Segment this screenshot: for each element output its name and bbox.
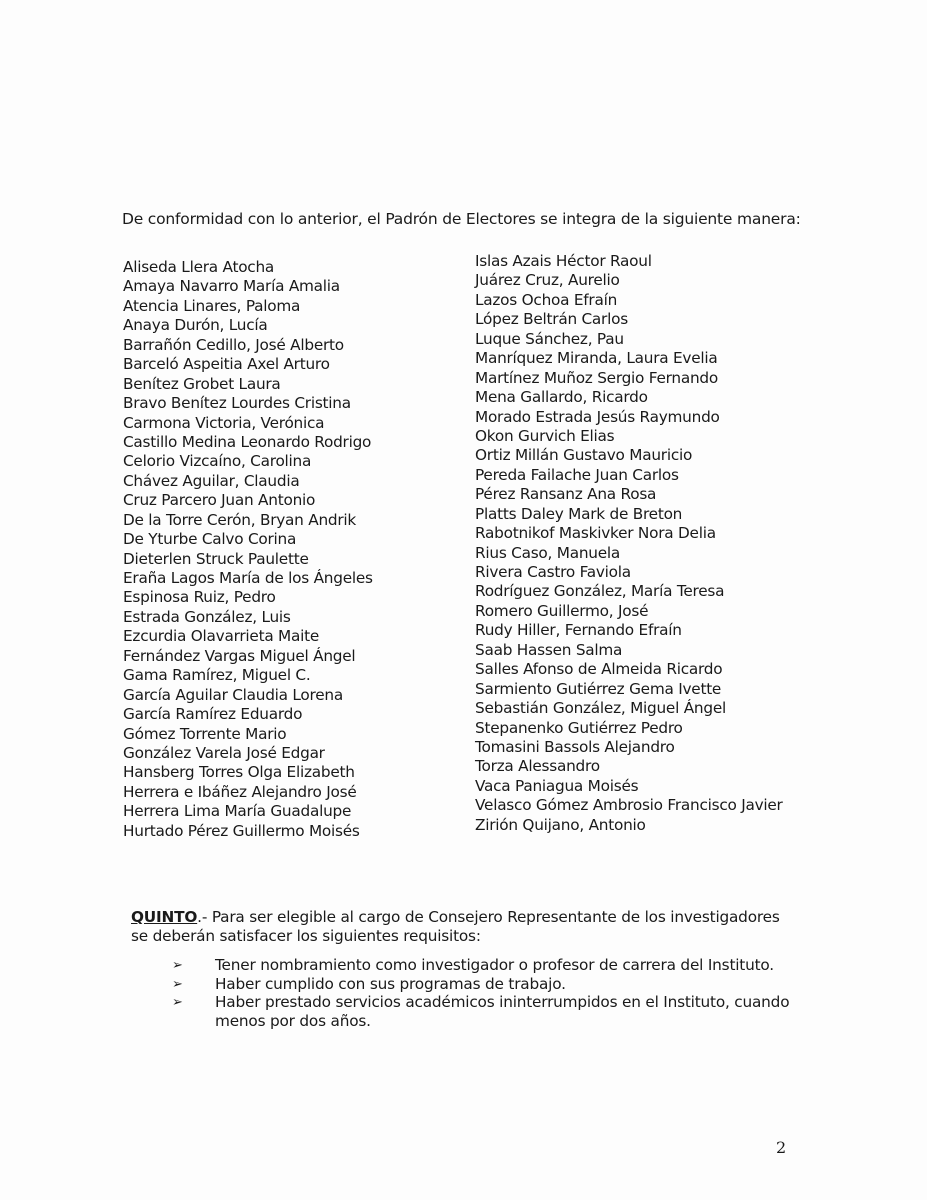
- elector-name: Herrera e Ibáñez Alejandro José: [123, 782, 357, 801]
- elector-name: Eraña Lagos María de los Ángeles: [123, 569, 373, 587]
- elector-name: Pérez Ransanz Ana Rosa: [475, 485, 657, 504]
- elector-name: Atencia Linares, Paloma: [123, 296, 301, 315]
- electors-list-left: [123, 258, 373, 841]
- elector-name: Stepanenko Gutiérrez Pedro: [475, 718, 683, 737]
- elector-name: González Varela José Edgar: [123, 743, 325, 762]
- arrow-bullet-icon: ➢: [172, 995, 183, 1010]
- elector-name: Manríquez Miranda, Laura Evelia: [475, 349, 718, 368]
- elector-name: Velasco Gómez Ambrosio Francisco Javier: [475, 796, 783, 815]
- elector-name: Platts Daley Mark de Breton: [475, 504, 683, 523]
- elector-name: Aliseda Llera Atocha: [123, 258, 275, 276]
- requirement-item: [172, 956, 792, 975]
- elector-name: Ezcurdia Olavarrieta Maite: [123, 627, 320, 646]
- quinto-paragraph: [131, 908, 791, 946]
- requirement-item: [172, 993, 792, 1030]
- elector-name: Vaca Paniagua Moisés: [475, 776, 639, 795]
- elector-name: García Ramírez Eduardo: [123, 705, 303, 724]
- elector-name: Hurtado Pérez Guillermo Moisés: [123, 821, 360, 840]
- elector-name: Pereda Failache Juan Carlos: [475, 465, 679, 484]
- elector-name: Luque Sánchez, Pau: [475, 329, 624, 348]
- elector-name: Barrañón Cedillo, José Alberto: [123, 335, 344, 354]
- requirement-item: [172, 975, 792, 994]
- elector-name: Fernández Vargas Miguel Ángel: [123, 646, 356, 665]
- arrow-bullet-icon: ➢: [172, 958, 183, 973]
- elector-name: Rivera Castro Faviola: [475, 563, 631, 581]
- elector-name: Saab Hassen Salma: [475, 640, 623, 659]
- elector-name: Torza Alessandro: [475, 757, 600, 776]
- elector-name: Castillo Medina Leonardo Rodrigo: [123, 432, 372, 451]
- elector-name: Gama Ramírez, Miguel C.: [123, 666, 311, 685]
- elector-name: Romero Guillermo, José: [475, 601, 649, 620]
- elector-name: Dieterlen Struck Paulette: [123, 549, 309, 568]
- elector-name: Martínez Muñoz Sergio Fernando: [475, 368, 718, 387]
- elector-name: Rudy Hiller, Fernando Efraín: [475, 621, 682, 640]
- elector-name: García Aguilar Claudia Lorena: [123, 685, 343, 704]
- elector-name: Juárez Cruz, Aurelio: [475, 271, 620, 290]
- elector-name: Rabotnikof Maskivker Nora Delia: [475, 524, 716, 543]
- requirement-text: Tener nombramiento como investigador o profesor de carrera del Instituto.: [215, 956, 774, 974]
- elector-name: De la Torre Cerón, Bryan Andrik: [123, 510, 356, 529]
- elector-name: Chávez Aguilar, Claudia: [123, 471, 300, 490]
- arrow-bullet-icon: ➢: [172, 976, 183, 992]
- elector-name: Barceló Aspeitia Axel Arturo: [123, 355, 330, 374]
- elector-name: Hansberg Torres Olga Elizabeth: [123, 763, 355, 782]
- page-number: 2: [776, 1138, 787, 1157]
- elector-name: Celorio Vizcaíno, Carolina: [123, 452, 312, 471]
- elector-name: Okon Gurvich Elias: [475, 426, 615, 445]
- elector-name: Sarmiento Gutiérrez Gema Ivette: [475, 679, 722, 698]
- elector-name: Rius Caso, Manuela: [475, 543, 621, 562]
- electors-list-right: [475, 252, 783, 835]
- elector-name: Espinosa Ruiz, Pedro: [123, 588, 276, 607]
- elector-name: Carmona Victoria, Verónica: [123, 413, 325, 432]
- elector-name: Lazos Ochoa Efraín: [475, 290, 618, 309]
- elector-name: Zirión Quijano, Antonio: [475, 815, 646, 834]
- elector-name: Salles Afonso de Almeida Ricardo: [475, 660, 723, 679]
- elector-name: Bravo Benítez Lourdes Cristina: [123, 394, 351, 413]
- elector-name: Herrera Lima María Guadalupe: [123, 802, 352, 821]
- elector-name: Islas Azais Héctor Raoul: [475, 252, 652, 270]
- intro-paragraph: De conformidad con lo anterior, el Padrón de Electores se integra de la siguiente manera:: [122, 209, 801, 228]
- quinto-heading: QUINTO: [131, 908, 198, 927]
- elector-name: Mena Gallardo, Ricardo: [475, 388, 648, 407]
- elector-name: Amaya Navarro María Amalia: [123, 277, 340, 296]
- elector-name: López Beltrán Carlos: [475, 310, 628, 329]
- elector-name: Benítez Grobet Laura: [123, 374, 281, 393]
- elector-name: De Yturbe Calvo Corina: [123, 530, 297, 549]
- elector-name: Gómez Torrente Mario: [123, 724, 287, 743]
- elector-name: Tomasini Bassols Alejandro: [475, 737, 675, 756]
- elector-name: Sebastián González, Miguel Ángel: [475, 699, 726, 718]
- elector-name: Rodríguez González, María Teresa: [475, 582, 725, 601]
- elector-name: Cruz Parcero Juan Antonio: [123, 491, 316, 510]
- requirements-list: [172, 956, 792, 1030]
- elector-name: Anaya Durón, Lucía: [123, 316, 268, 335]
- requirement-text: Haber prestado servicios académicos ininterrumpidos en el Instituto, cuando menos por dos años.: [215, 993, 790, 1030]
- elector-name: Morado Estrada Jesús Raymundo: [475, 407, 720, 426]
- elector-name: Estrada González, Luis: [123, 607, 291, 626]
- quinto-text: .- Para ser elegible al cargo de Consejero Representante de los investigadores se deberán satisfacer los siguientes requisitos:: [131, 908, 780, 946]
- requirement-text: Haber cumplido con sus programas de trabajo.: [215, 974, 566, 993]
- elector-name: Ortiz Millán Gustavo Mauricio: [475, 446, 693, 465]
